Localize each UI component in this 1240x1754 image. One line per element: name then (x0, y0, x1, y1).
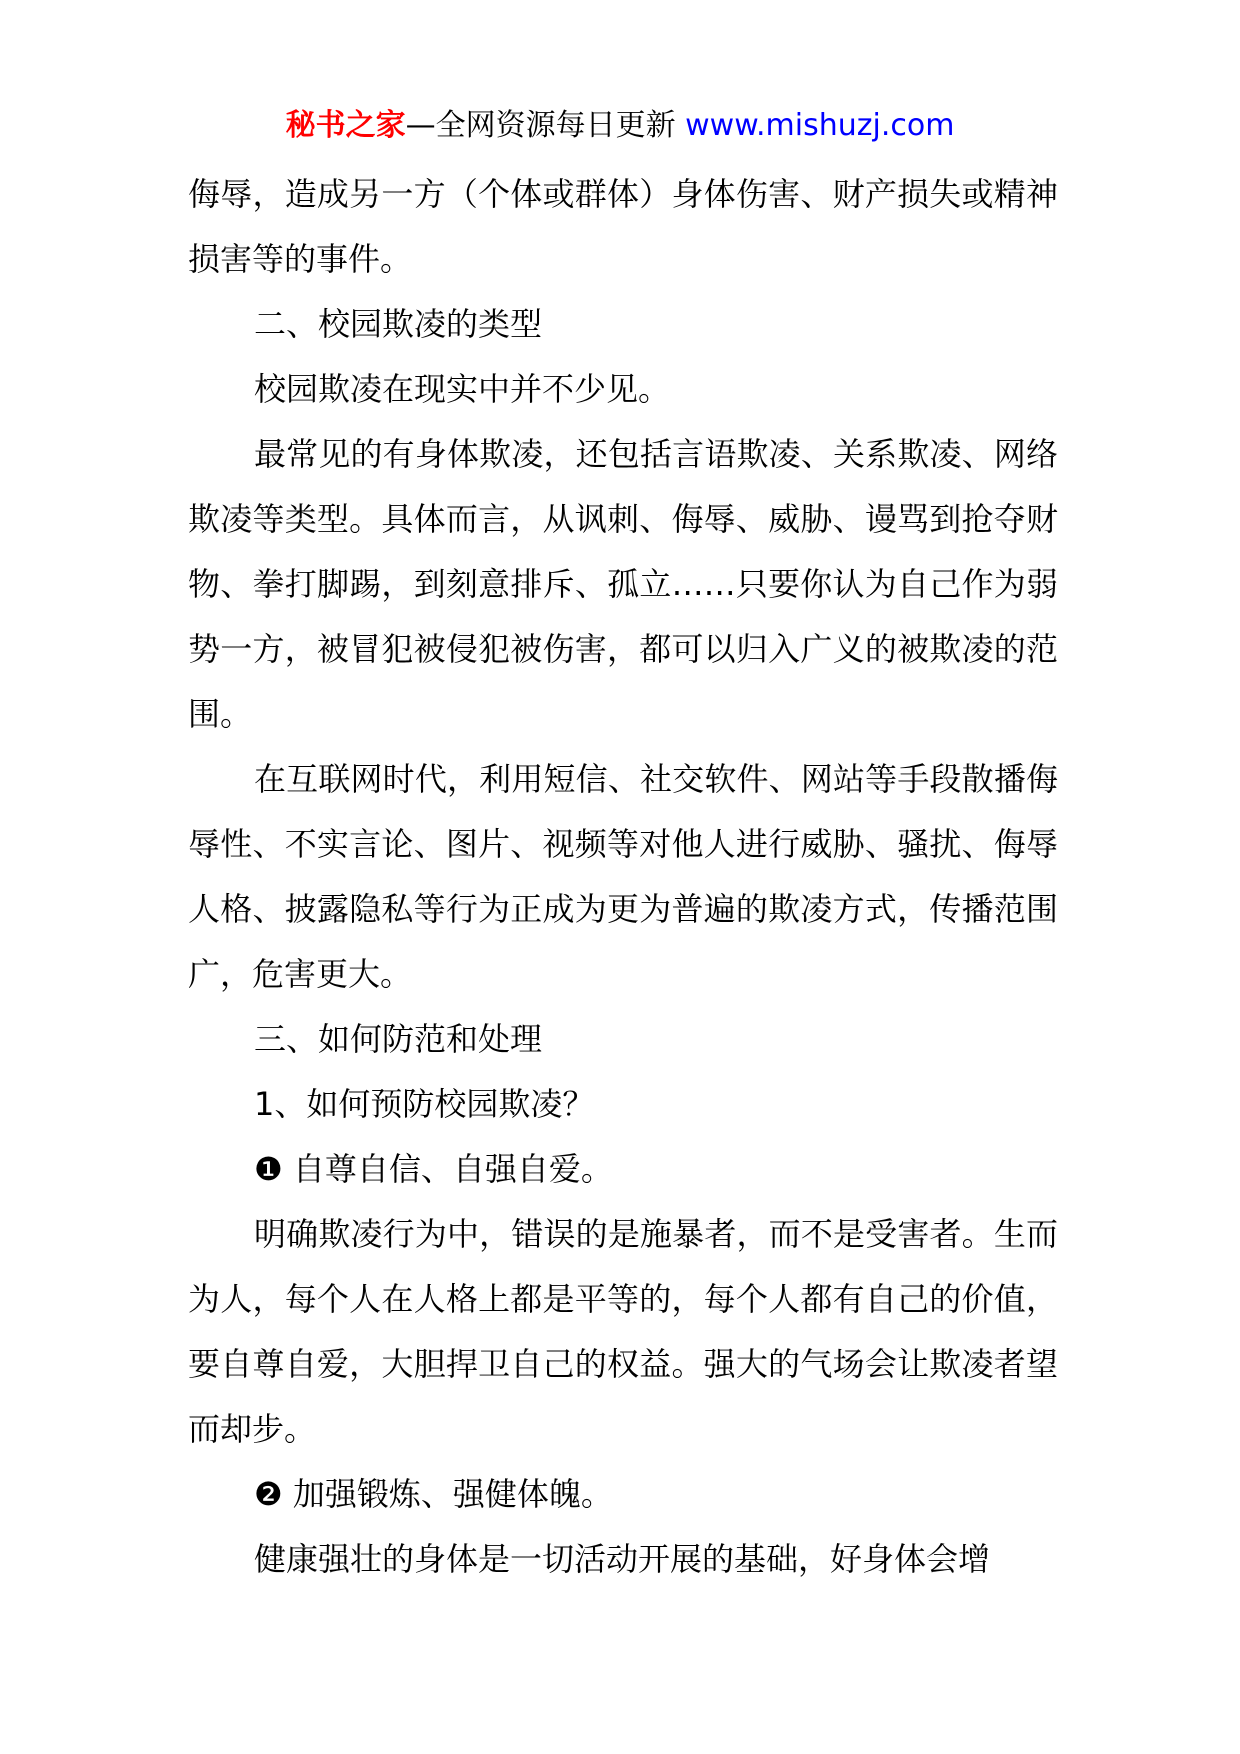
paragraph: 侮辱，造成另一方（个体或群体）身体伤害、财产损失或精神损害等的事件。 (188, 175, 1058, 278)
site-slogan: —全网资源每日更新 (405, 108, 686, 143)
paragraph: 明确欺凌行为中，错误的是施暴者，而不是受害者。生而为人，每个人在人格上都是平等的，每个人都有自己的价值，要自尊自爱，大胆捍卫自己的权益。强大的气场会让欺凌者望而却步。 (188, 1215, 1058, 1448)
paragraph: 校园欺凌在现实中并不少见。 (254, 370, 671, 408)
subsection-heading: 1、如何预防校园欺凌？ (254, 1085, 595, 1123)
site-url-link[interactable]: www.mishuzj.com (685, 108, 955, 143)
document-body (188, 162, 1058, 1592)
page-header (0, 104, 1240, 148)
paragraph: 健康强壮的身体是一切活动开展的基础，好身体会增 (254, 1540, 991, 1578)
site-brand: 秘书之家 (285, 108, 406, 143)
list-item-heading: ❷ 加强锻炼、强健体魄。 (254, 1475, 613, 1513)
paragraph: 最常见的有身体欺凌，还包括言语欺凌、关系欺凌、网络欺凌等类型。具体而言，从讽刺、侮辱、威胁、谩骂到抢夺财物、拳打脚踢，到刻意排斥、孤立……只要你认为自己作为弱势一方，被冒犯被侵犯被伤害，都可以归入广义的被欺凌的范围。 (188, 435, 1058, 733)
list-item-heading: ❶ 自尊自信、自强自爱。 (254, 1150, 613, 1188)
paragraph: 在互联网时代，利用短信、社交软件、网站等手段散播侮辱性、不实言论、图片、视频等对他人进行威胁、骚扰、侮辱人格、披露隐私等行为正成为更为普遍的欺凌方式，传播范围广，危害更大。 (188, 760, 1058, 993)
section-heading: 三、如何防范和处理 (254, 1020, 543, 1058)
section-heading: 二、校园欺凌的类型 (254, 305, 543, 343)
